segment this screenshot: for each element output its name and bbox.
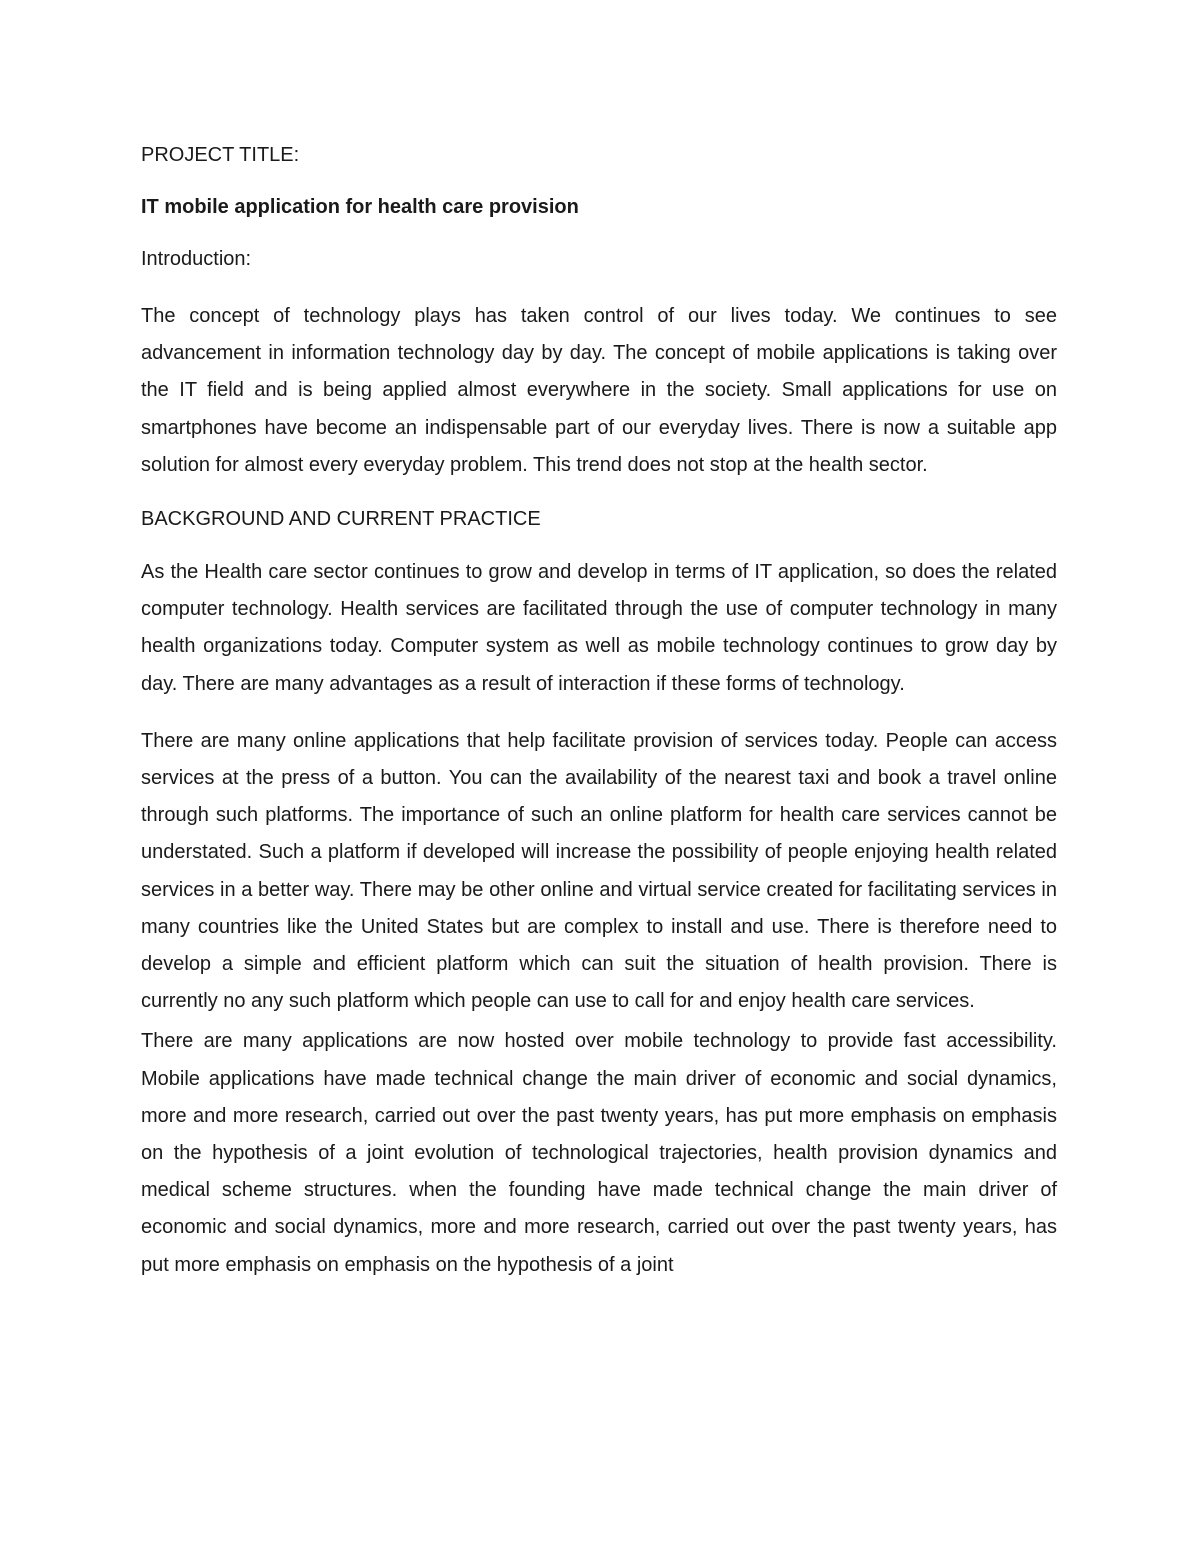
introduction-paragraph: The concept of technology plays has taken control of our lives today. We continues to see advancement in information technology day by day. The concept of mobile applications is taking over the IT field and is being applied almost everywhere in the society. Small applications for use on smartphones have become an indispensable part of our everyday lives. There is now a suitable app solution for almost every everyday problem. This trend does not stop at the health sector. bbox=[141, 305, 1057, 476]
background-paragraph-2: There are many online applications that help facilitate provision of services today. People can access services at the press of a button. You can the availability of the nearest taxi and book a travel online through such platforms. The importance of such an online platform for health care services cannot be understated. Such a platform if developed will increase the possibility of people enjoying health related services in a better way. There may be other online and virtual service created for facilitating services in many countries like the United States but are complex to install and use. There is therefore need to develop a simple and efficient platform which can suit the situation of health provision. There is currently no any such platform which people can use to call for and enjoy health care services. bbox=[141, 729, 1057, 1013]
document-body bbox=[141, 140, 1057, 1284]
project-title-label: PROJECT TITLE: bbox=[141, 144, 300, 166]
background-paragraph-3: There are many applications are now hosted over mobile technology to provide fast accessibility. Mobile applications have made technical change the main driver of economic and social dynamics, more and more research, carried out over the past twenty years, has put more emphasis on emphasis on the hypothesis of a joint evolution of technological trajectories, health provision dynamics and medical scheme structures. when the founding have made technical change the main driver of economic and social dynamics, more and more research, carried out over the past twenty years, has put more emphasis on emphasis on the hypothesis of a joint bbox=[141, 1030, 1057, 1276]
background-paragraph-1: As the Health care sector continues to grow and develop in terms of IT application, so does the related computer technology. Health services are facilitated through the use of computer technology in many health organizations today. Computer system as well as mobile technology continues to grow day by day. There are many advantages as a result of interaction if these forms of technology. bbox=[141, 561, 1057, 695]
project-title: IT mobile application for health care provision bbox=[141, 196, 579, 218]
introduction-heading: Introduction: bbox=[141, 248, 252, 270]
background-heading: BACKGROUND AND CURRENT PRACTICE bbox=[141, 508, 541, 531]
